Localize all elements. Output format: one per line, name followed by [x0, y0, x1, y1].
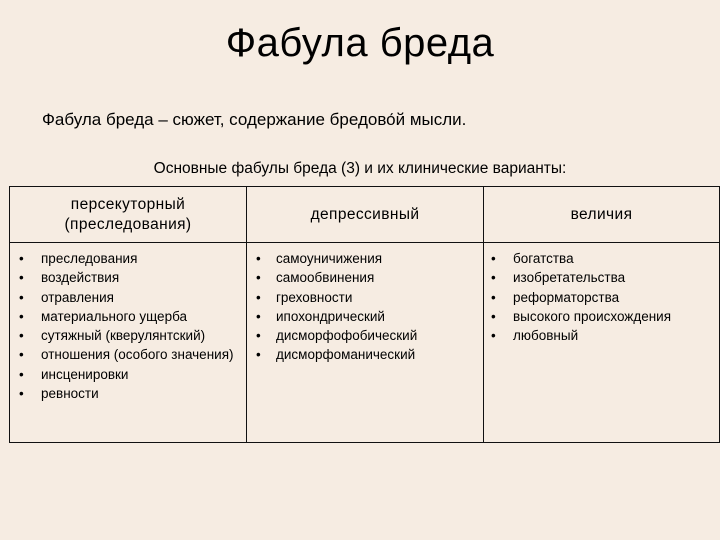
- bullet-icon: •: [19, 289, 24, 305]
- bullet-icon: •: [256, 289, 261, 305]
- bullet-icon: •: [256, 328, 261, 344]
- header-persecutory-line1: персекуторный: [70, 195, 186, 213]
- bullet-icon: •: [256, 347, 261, 363]
- depressive-list: [247, 249, 483, 365]
- list-item: [10, 365, 246, 384]
- bullet-icon: •: [491, 270, 496, 286]
- list-item: [484, 249, 719, 268]
- list-item-text: отравления: [41, 289, 114, 305]
- list-item-text: дисморфофобический: [276, 328, 418, 344]
- list-item: [10, 288, 246, 307]
- list-item: [247, 345, 483, 364]
- bullet-icon: •: [19, 308, 24, 324]
- list-item-text: высокого происхождения: [513, 308, 672, 324]
- bullet-icon: •: [256, 270, 261, 286]
- list-item: [10, 384, 246, 403]
- bullet-icon: •: [19, 347, 24, 363]
- grandeur-cell: [484, 243, 720, 443]
- list-item: [10, 307, 246, 326]
- bullet-icon: •: [491, 328, 496, 344]
- list-item-text: инсценировки: [41, 366, 129, 382]
- list-item-text: материального ущерба: [41, 308, 188, 324]
- list-item: [247, 288, 483, 307]
- list-item: [10, 326, 246, 345]
- bullet-icon: •: [256, 308, 261, 324]
- list-item: [247, 326, 483, 345]
- list-item: [247, 307, 483, 326]
- depressive-cell: [247, 243, 484, 443]
- header-depressive: [247, 187, 484, 243]
- list-item-text: преследования: [41, 251, 138, 266]
- fabula-table: [9, 186, 720, 443]
- list-item-text: ревности: [41, 386, 99, 402]
- list-item-text: самоуничижения: [276, 251, 383, 266]
- header-persecutory-line2: (преследования): [64, 215, 192, 233]
- table-header-row: [10, 187, 720, 243]
- list-item: [484, 288, 719, 307]
- bullet-icon: •: [491, 289, 496, 305]
- bullet-icon: •: [491, 251, 496, 266]
- list-item: [247, 249, 483, 268]
- table-caption: Основные фабулы бреда (3) и их клинические варианты:: [153, 160, 567, 177]
- grandeur-list: [484, 249, 719, 345]
- list-item-text: сутяжный (кверулянтский): [41, 328, 206, 344]
- table-body-row: [10, 243, 720, 443]
- header-depressive-line1: депрессивный: [310, 205, 420, 223]
- list-item-text: изобретательства: [513, 270, 626, 286]
- list-item-text: реформаторства: [513, 289, 620, 305]
- persecutory-list: [10, 249, 246, 403]
- list-item-text: богатства: [513, 251, 574, 266]
- bullet-icon: •: [19, 270, 24, 286]
- list-item-text: греховности: [276, 289, 353, 305]
- header-grandeur-line1: величия: [570, 205, 633, 223]
- page-title: Фабула бреда: [225, 21, 495, 65]
- list-item: [10, 345, 246, 364]
- bullet-icon: •: [19, 328, 24, 344]
- list-item-text: дисморфоманический: [276, 347, 416, 363]
- list-item: [247, 268, 483, 287]
- list-item: [10, 249, 246, 268]
- header-persecutory: [10, 187, 247, 243]
- list-item: [484, 326, 719, 345]
- persecutory-cell: [10, 243, 247, 443]
- header-grandeur: [484, 187, 720, 243]
- bullet-icon: •: [491, 308, 496, 324]
- bullet-icon: •: [19, 386, 24, 402]
- definition-text: Фабула бреда – сюжет, содержание бредово́й мысли.: [42, 110, 467, 129]
- list-item-text: отношения (особого значения): [41, 347, 234, 363]
- list-item: [10, 268, 246, 287]
- bullet-icon: •: [19, 251, 24, 266]
- list-item-text: самообвинения: [276, 270, 375, 286]
- bullet-icon: •: [19, 366, 24, 382]
- list-item: [484, 307, 719, 326]
- bullet-icon: •: [256, 251, 261, 266]
- list-item-text: воздействия: [41, 270, 120, 286]
- list-item: [484, 268, 719, 287]
- list-item-text: любовный: [513, 328, 579, 344]
- list-item-text: ипохондрический: [276, 308, 385, 324]
